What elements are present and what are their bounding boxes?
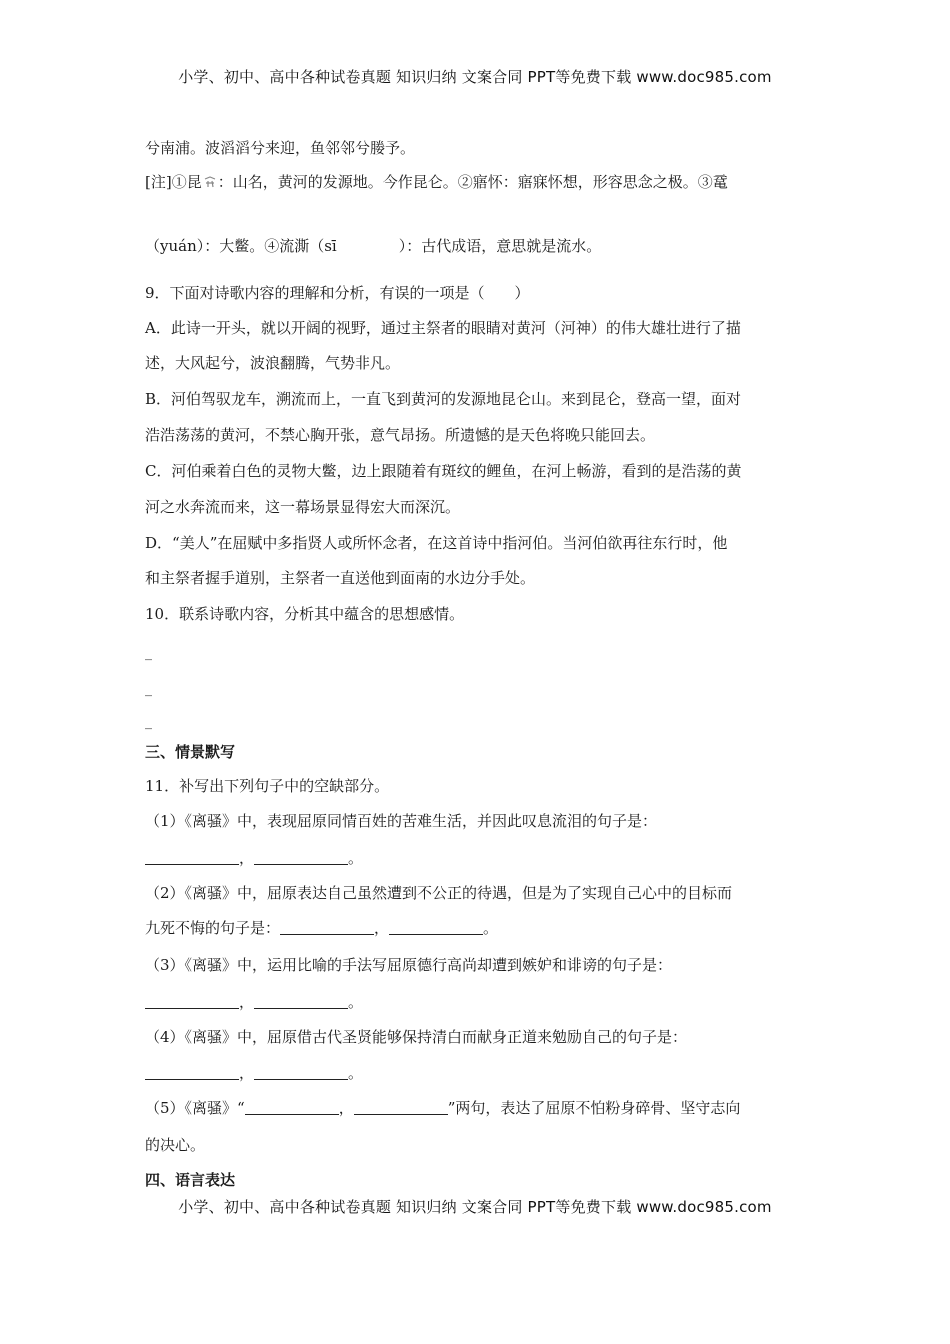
question-9-stem: 9．下面对诗歌内容的理解和分析，有误的一项是（ ） — [145, 284, 530, 302]
fill-blank[interactable] — [280, 920, 374, 935]
q11-part-5-tail: ”两句，表达了屈原不怕粉身碎骨、坚守志向 — [447, 1099, 741, 1117]
answer-line: _ — [145, 714, 152, 730]
punct: ， — [239, 849, 255, 867]
question-11-stem: 11．补写出下列句子中的空缺部分。 — [145, 777, 390, 795]
q11-part-2-cont — [145, 918, 810, 938]
q11-part-4: （4）《离骚》中，屈原借古代圣贤能够保持清白而献身正道来勉励自己的句子是： — [145, 1028, 688, 1046]
fill-blank[interactable] — [354, 1100, 448, 1115]
punct: 。 — [483, 919, 499, 937]
rare-character-image — [203, 175, 217, 189]
notes-line-1 — [145, 172, 810, 192]
question-10-stem: 10．联系诗歌内容，分析其中蕴含的思想感情。 — [145, 605, 465, 623]
notes-text: [注]①昆 — [145, 173, 202, 191]
q11-part-5 — [145, 1098, 810, 1118]
q9-option-c: C．河伯乘着白色的灵物大鳖，边上跟随着有斑纹的鲤鱼，在河上畅游，看到的是浩荡的黄 — [145, 462, 742, 480]
q11-part-2: （2）《离骚》中，屈原表达自己虽然遭到不公正的待遇，但是为了实现自己心中的目标而 — [145, 884, 733, 902]
fill-blank[interactable] — [145, 850, 239, 865]
fill-blank[interactable] — [254, 1065, 348, 1080]
punct: ， — [239, 993, 255, 1011]
fill-blank[interactable] — [389, 920, 483, 935]
fill-blank[interactable] — [145, 1065, 239, 1080]
section-4-title: 四、语言表达 — [145, 1171, 236, 1189]
fill-blank[interactable] — [254, 850, 348, 865]
notes-line-2 — [145, 236, 810, 256]
punct: 。 — [348, 993, 364, 1011]
fill-blank[interactable] — [145, 994, 239, 1009]
q11-part-2-tail: 九死不悔的句子是： — [145, 919, 281, 937]
page-header: 小学、初中、高中各种试卷真题 知识归纳 文案合同 PPT等免费下载 www.doc985.com — [178, 68, 772, 86]
q11-part-3-blanks — [145, 992, 810, 1012]
q11-part-3: （3）《离骚》中，运用比喻的手法写屈原德行高尚却遭到嫉妒和诽谤的句子是： — [145, 956, 673, 974]
punct: 。 — [348, 849, 364, 867]
fill-blank[interactable] — [245, 1100, 339, 1115]
q9-option-d: D．“美人”在屈赋中多指贤人或所怀念者，在这首诗中指河伯。当河伯欲再往东行时，他 — [145, 534, 728, 552]
q11-part-1-blanks — [145, 848, 810, 868]
fill-blank[interactable] — [254, 994, 348, 1009]
punct: ， — [374, 919, 390, 937]
notes-text: （yuán）：大鳖。④流澌（sī — [145, 237, 337, 255]
punct: 。 — [348, 1064, 364, 1082]
q11-part-1: （1）《离骚》中，表现屈原同情百姓的苦难生活，并因此叹息流泪的句子是： — [145, 812, 658, 830]
q11-part-4-blanks — [145, 1063, 810, 1083]
q9-option-c-cont: 河之水奔流而来，这一幕场景显得宏大而深沉。 — [145, 498, 461, 516]
poem-tail: 兮南浦。波滔滔兮来迎，鱼邻邻兮媵予。 — [145, 139, 416, 157]
q11-part-5-cont: 的决心。 — [145, 1136, 206, 1154]
punct: ， — [239, 1064, 255, 1082]
notes-text: ）：古代成语，意思就是流水。 — [398, 237, 602, 255]
q9-option-a-cont: 述，大风起兮，波浪翻腾，气势非凡。 — [145, 354, 401, 372]
notes-text: ：山名，黄河的发源地。今作昆仑。②寤怀：寤寐怀想，形容思念之极。③鼋 — [217, 173, 728, 191]
punct: ， — [338, 1099, 354, 1117]
answer-line: _ — [145, 681, 152, 697]
page-footer: 小学、初中、高中各种试卷真题 知识归纳 文案合同 PPT等免费下载 www.doc985.com — [178, 1198, 772, 1216]
q9-option-b-cont: 浩浩荡荡的黄河，不禁心胸开张，意气昂扬。所遗憾的是天色将晚只能回去。 — [145, 426, 656, 444]
q11-part-5-head: （5）《离骚》“ — [145, 1099, 245, 1117]
q9-option-d-cont: 和主祭者握手道别，主祭者一直送他到面南的水边分手处。 — [145, 569, 536, 587]
answer-line: _ — [145, 645, 152, 661]
section-3-title: 三、情景默写 — [145, 743, 236, 761]
q9-option-b: B．河伯驾驭龙车，溯流而上，一直飞到黄河的发源地昆仑山。来到昆仑，登高一望，面对 — [145, 390, 742, 408]
q9-option-a: A．此诗一开头，就以开阔的视野，通过主祭者的眼睛对黄河（河神）的伟大雄壮进行了描 — [145, 319, 741, 337]
